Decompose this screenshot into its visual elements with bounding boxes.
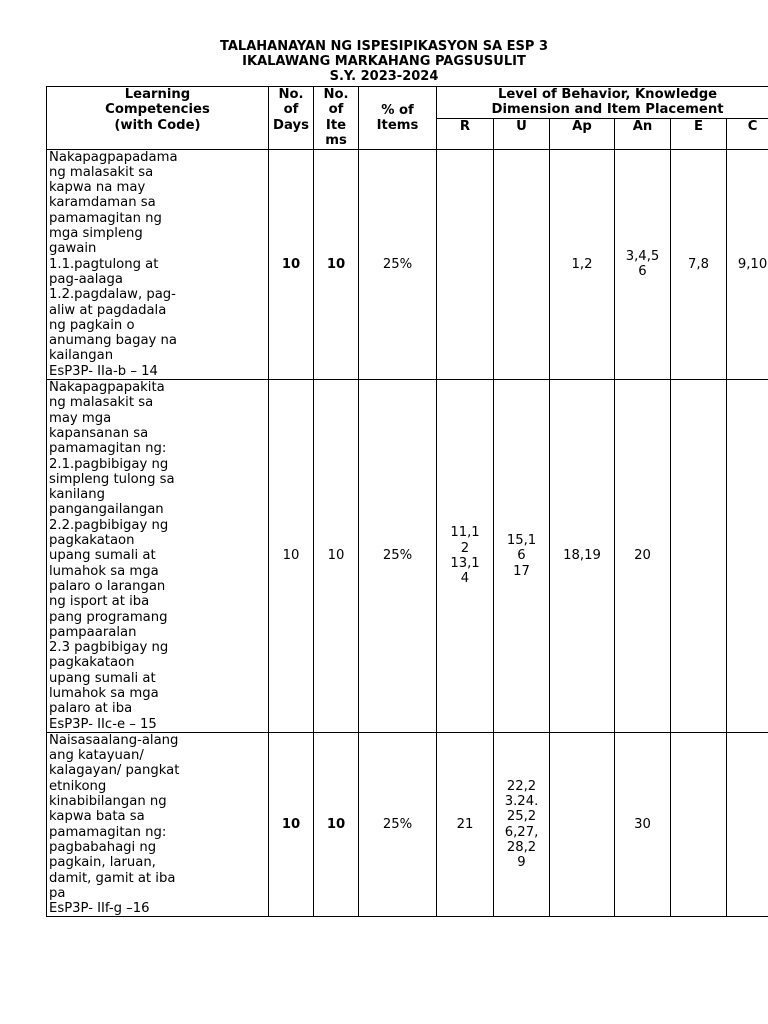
items-cell: 10	[314, 732, 359, 917]
document-subtitle: IKALAWANG MARKAHANG PAGSUSULIT	[242, 54, 526, 69]
u-cell	[494, 149, 550, 379]
percent-cell: 25%	[359, 380, 437, 733]
header-level: Level of Behavior, Knowledge Dimension and Item Placement	[437, 87, 768, 119]
ap-cell: 18,19	[550, 380, 615, 733]
competency-cell: Nakapagpapakita ng malasakit sa may mga kapansanan sa pamamagitan ng: 2.1.pagbibigay ng simpleng tulong sa kanilang pangangailangan 2.2.pagbibigay ng pagkakataon upang sumali at lumahok sa mga palaro o larangan ng isport at iba pang programang pampaaralan 2.3 pagbibigay ng pagkakataon upang sumali at lumahok sa mga palaro at iba EsP3P- IIc-e – 15	[47, 380, 269, 733]
competency-cell: Nakapagpapadama ng malasakit sa kapwa na may karamdaman sa pamamagitan ng mga simpleng gawain 1.1.pagtulong at pag-aalaga 1.2.pagdalaw, pag- aliw at pagdadala ng pagkain o anumang bagay na kailangan EsP3P- IIa-b – 14	[47, 149, 269, 379]
percent-cell: 25%	[359, 732, 437, 917]
table-row	[47, 149, 768, 379]
an-cell: 3,4,5 6	[615, 149, 671, 379]
days-cell: 10	[269, 149, 314, 379]
r-cell	[437, 149, 494, 379]
document-title: TALAHANAYAN NG ISPESIPIKASYON SA ESP 3	[220, 39, 548, 54]
r-cell: 11,1 2 13,1 4	[437, 380, 494, 733]
competency-cell: Naisasaalang-alang ang katayuan/ kalagayan/ pangkat etnikong kinabibilangan ng kapwa bata sa pamamagitan ng: pagbabahagi ng pagkain, laruan, damit, gamit at iba pa EsP3P- IIf-g –16	[47, 732, 269, 917]
e-cell: 7,8	[671, 149, 727, 379]
r-cell: 21	[437, 732, 494, 917]
header-r: R	[437, 118, 494, 149]
header-e: E	[671, 118, 727, 149]
header-percent: % of Items	[359, 87, 437, 150]
days-cell: 10	[269, 380, 314, 733]
header-days: No. of Days	[269, 87, 314, 150]
header-ap: Ap	[550, 118, 615, 149]
u-cell: 22,2 3.24. 25,2 6,27, 28,2 9	[494, 732, 550, 917]
header-items: No. of Ite ms	[314, 87, 359, 150]
e-cell	[671, 732, 727, 917]
table-row	[47, 732, 768, 917]
days-cell: 10	[269, 732, 314, 917]
an-cell: 30	[615, 732, 671, 917]
specification-table	[46, 86, 768, 917]
u-cell: 15,1 6 17	[494, 380, 550, 733]
header-c: C	[727, 118, 768, 149]
c-cell	[727, 380, 768, 733]
header-row-top	[47, 87, 768, 119]
table-row	[47, 380, 768, 733]
items-cell: 10	[314, 380, 359, 733]
percent-cell: 25%	[359, 149, 437, 379]
items-cell: 10	[314, 149, 359, 379]
header-competencies: Learning Competencies (with Code)	[47, 87, 269, 150]
school-year: S.Y. 2023-2024	[329, 69, 439, 84]
e-cell	[671, 380, 727, 733]
c-cell	[727, 732, 768, 917]
an-cell: 20	[615, 380, 671, 733]
header-u: U	[494, 118, 550, 149]
ap-cell: 1,2	[550, 149, 615, 379]
ap-cell	[550, 732, 615, 917]
c-cell: 9,10	[727, 149, 768, 379]
header-an: An	[615, 118, 671, 149]
